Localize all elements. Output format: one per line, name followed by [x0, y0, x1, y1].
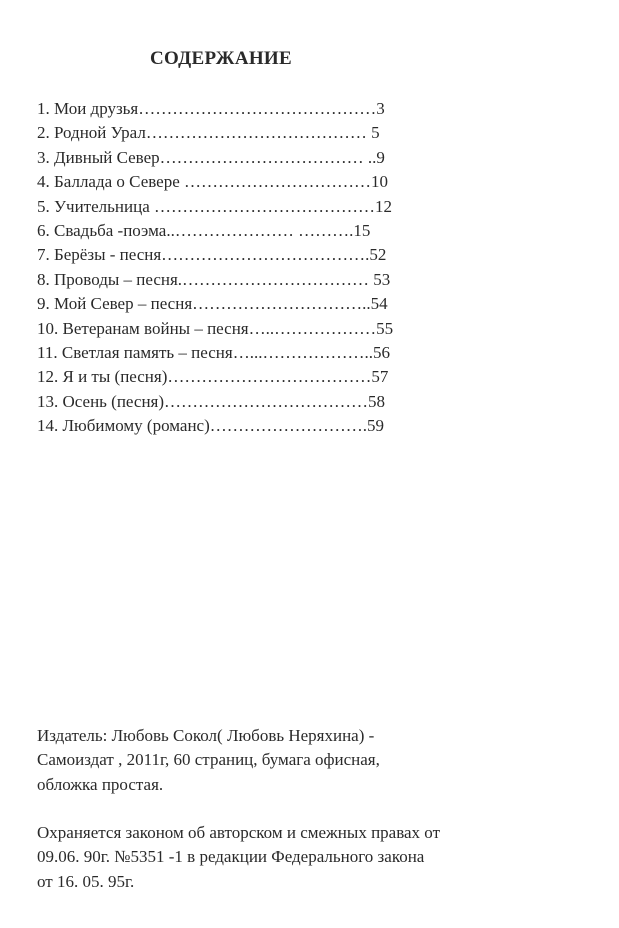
publisher-line: Самоиздат , 2011г, 60 страниц, бумага офисная,	[37, 750, 380, 770]
toc-item: 13. Осень (песня)………………………………58	[37, 391, 386, 411]
toc-item: 7. Берёзы - песня……………………………….52	[37, 245, 387, 265]
toc-item: 5. Учительница …………………………………12	[37, 196, 392, 216]
copyright-line: Охраняется законом об авторском и смежных правах от	[37, 823, 441, 842]
publisher-line: Издатель: Любовь Сокол( Любовь Неряхина) -	[37, 726, 375, 745]
toc-item: 3. Дивный Север……………………………… ..9	[37, 147, 385, 167]
toc-item: 11. Светлая память – песня…...………………..56	[37, 342, 390, 362]
toc-item: 8. Проводы – песня.…………………………… 53	[37, 269, 391, 289]
publisher-line: обложка простая.	[37, 774, 164, 794]
copyright-line: от 16. 05. 95г.	[37, 871, 135, 891]
table-of-contents	[37, 97, 477, 438]
toc-item: 4. Баллада о Севере ……………………………10	[37, 172, 389, 192]
toc-item: 1. Мои друзья……………………………………3	[37, 99, 385, 118]
toc-item: 2. Родной Урал………………………………… 5	[37, 123, 380, 143]
page-title: СОДЕРЖАНИЕ	[150, 48, 292, 69]
toc-item: 10. Ветеранам войны – песня…..………………55	[37, 318, 394, 338]
copyright-line: 09.06. 90г. №5351 -1 в редакции Федерального закона	[37, 847, 425, 867]
publisher-info	[37, 724, 597, 797]
toc-item: 6. Свадьба -поэма..………………… ……….15	[37, 220, 371, 240]
copyright-notice	[37, 821, 597, 894]
toc-item: 9. Мой Север – песня…………………………..54	[37, 294, 388, 314]
toc-item: 12. Я и ты (песня)………………………………57	[37, 367, 389, 387]
toc-item: 14. Любимому (романс)……………………….59	[37, 416, 384, 436]
